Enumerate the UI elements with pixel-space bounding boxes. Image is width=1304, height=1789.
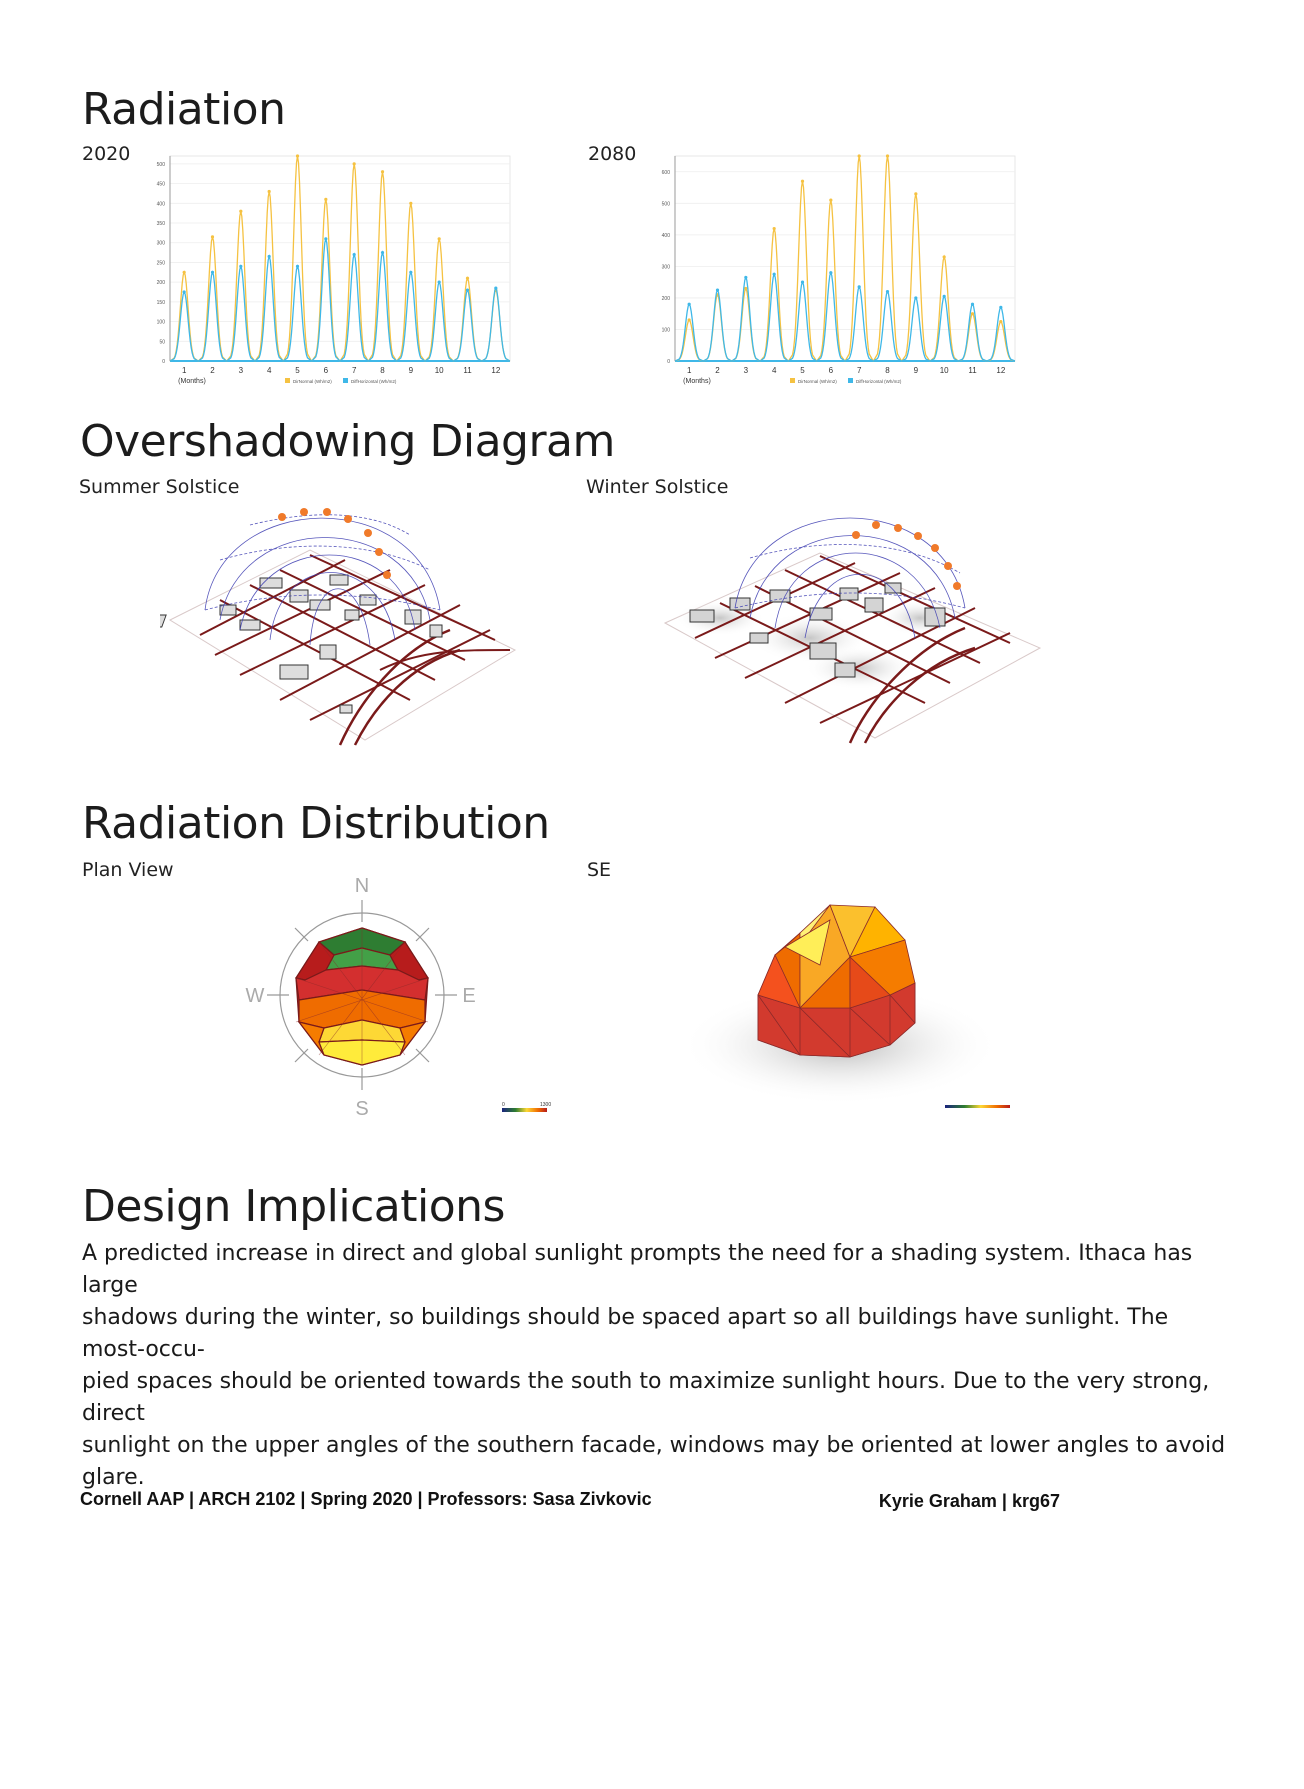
- radiation-dome-plan: [296, 928, 428, 1065]
- y-tick-label: 150: [156, 299, 165, 306]
- x-tick-label: 5: [800, 366, 805, 375]
- chart-2020-label: 2020: [82, 143, 131, 165]
- x-tick-label: 9: [913, 366, 919, 375]
- legend-label: DirNormal (Wh/m2): [293, 379, 332, 384]
- data-point: [773, 273, 776, 276]
- winter-solstice-diagram: [660, 498, 1045, 748]
- data-point: [494, 286, 497, 289]
- data-point: [971, 303, 974, 306]
- data-point: [438, 281, 441, 284]
- data-point: [296, 265, 299, 268]
- data-point: [801, 281, 804, 284]
- data-point: [324, 237, 327, 240]
- data-point: [999, 306, 1002, 309]
- x-tick-label: 1: [686, 366, 692, 375]
- data-point: [858, 154, 861, 157]
- data-point: [773, 227, 776, 230]
- data-point: [716, 288, 719, 291]
- y-tick-label: 100: [156, 319, 165, 326]
- y-tick-label: 100: [661, 327, 670, 334]
- data-point: [858, 285, 861, 288]
- data-point: [801, 180, 804, 183]
- x-tick-label: 1: [181, 366, 187, 375]
- x-axis-label: (Months): [683, 378, 711, 385]
- data-point: [943, 255, 946, 258]
- legend-label: DiffHorizontal (Wh/m2): [856, 379, 902, 384]
- data-point: [296, 154, 299, 157]
- y-tick-label: 400: [156, 201, 165, 208]
- x-tick-label: 10: [434, 366, 444, 375]
- data-point: [971, 312, 974, 315]
- data-point: [183, 290, 186, 293]
- compass-w: W: [245, 985, 265, 1007]
- se-view-label: SE: [587, 859, 612, 881]
- legend-swatch: [285, 378, 290, 383]
- implications-line-3: pied spaces should be oriented towards the south to maximize sunlight hours. Due to the very strong, direct: [82, 1369, 1210, 1426]
- implications-paragraph: [82, 1238, 1232, 1494]
- y-tick-label: 350: [156, 221, 165, 228]
- x-tick-label: 11: [463, 366, 472, 375]
- implications-line-2: shadows during the winter, so buildings should be spaced apart so all buildings have sunlight. The most-occu-: [82, 1305, 1169, 1362]
- x-tick-label: 6: [828, 366, 834, 375]
- x-tick-label: 7: [351, 366, 357, 375]
- implications-line-4: sunlight on the upper angles of the southern facade, windows may be oriented at lower angles to avoid glare.: [82, 1433, 1226, 1490]
- data-point: [239, 210, 242, 213]
- y-tick-label: 300: [156, 240, 165, 247]
- data-point: [211, 271, 214, 274]
- data-point: [268, 255, 271, 258]
- y-tick-label: 600: [661, 169, 670, 176]
- summer-solstice-diagram: [160, 500, 520, 750]
- x-tick-label: 12: [996, 366, 1006, 375]
- legend-max: 1300: [540, 1102, 552, 1108]
- y-tick-label: 450: [156, 181, 165, 188]
- data-point: [886, 154, 889, 157]
- winter-solstice-label: Winter Solstice: [586, 476, 729, 498]
- x-tick-label: 7: [856, 366, 862, 375]
- plan-legend: [502, 1102, 551, 1112]
- plan-view-label: Plan View: [82, 859, 174, 881]
- data-point: [943, 295, 946, 298]
- x-tick-label: 8: [380, 366, 385, 375]
- se-view-diagram: [680, 895, 1020, 1120]
- data-point: [438, 237, 441, 240]
- y-tick-label: 400: [661, 232, 670, 239]
- data-point: [466, 288, 469, 291]
- compass-s: S: [355, 1098, 369, 1120]
- data-point: [886, 290, 889, 293]
- x-tick-label: 6: [323, 366, 329, 375]
- x-axis-label: (Months): [178, 378, 206, 385]
- x-tick-label: 8: [885, 366, 890, 375]
- plan-view-diagram: [240, 870, 560, 1120]
- x-tick-label: 2: [210, 366, 215, 375]
- data-point: [381, 251, 384, 254]
- legend-label: DirNormal (Wh/m2): [798, 379, 837, 384]
- data-point: [688, 303, 691, 306]
- footer-author: Kyrie Graham | krg67: [878, 1491, 1060, 1511]
- data-point: [914, 296, 917, 299]
- legend-swatch: [848, 378, 853, 383]
- section-title-overshadowing: Overshadowing Diagram: [80, 416, 615, 467]
- data-point: [409, 202, 412, 205]
- radiation-dome-se: [758, 905, 915, 1057]
- x-tick-label: 4: [266, 366, 272, 375]
- y-tick-label: 250: [156, 260, 165, 267]
- y-tick-label: 200: [661, 295, 670, 302]
- plot-area: [170, 156, 510, 361]
- data-point: [211, 235, 214, 238]
- plot-area: [675, 156, 1015, 361]
- x-tick-label: 9: [408, 366, 414, 375]
- section-title-distribution: Radiation Distribution: [82, 798, 550, 849]
- y-tick-label: 50: [159, 339, 165, 346]
- data-point: [829, 199, 832, 202]
- y-tick-label: 0: [162, 359, 165, 365]
- data-point: [999, 320, 1002, 323]
- implications-line-1: A predicted increase in direct and global sunlight prompts the need for a shading system. Ithaca has large: [82, 1241, 1193, 1298]
- y-tick-label: 500: [661, 201, 670, 208]
- data-point: [409, 271, 412, 274]
- data-point: [239, 265, 242, 268]
- footer-course-info: Cornell AAP | ARCH 2102 | Spring 2020 | Professors: Sasa Zivkovic: [80, 1489, 652, 1509]
- data-point: [183, 271, 186, 274]
- data-point: [829, 271, 832, 274]
- data-point: [914, 192, 917, 195]
- x-tick-label: 10: [939, 366, 949, 375]
- x-tick-label: 5: [295, 366, 300, 375]
- chart-2080-label: 2080: [588, 143, 637, 165]
- data-point: [744, 287, 747, 290]
- data-point: [466, 277, 469, 280]
- radiation-chart-2080: [645, 148, 1025, 393]
- x-tick-label: 4: [771, 366, 777, 375]
- section-title-radiation: Radiation: [82, 84, 286, 135]
- compass-n: N: [354, 875, 370, 897]
- data-point: [744, 276, 747, 279]
- legend-label: DiffHorizontal (Wh/m2): [351, 379, 397, 384]
- y-tick-label: 0: [667, 359, 670, 365]
- legend-swatch: [343, 378, 348, 383]
- x-tick-label: 2: [715, 366, 720, 375]
- section-title-implications: Design Implications: [82, 1181, 505, 1232]
- radiation-chart-2020: [140, 148, 520, 393]
- data-point: [381, 170, 384, 173]
- y-tick-label: 300: [661, 264, 670, 271]
- y-tick-label: 500: [156, 161, 165, 168]
- x-tick-label: 3: [743, 366, 749, 375]
- data-point: [268, 190, 271, 193]
- data-point: [353, 162, 356, 165]
- data-point: [353, 253, 356, 256]
- compass-e: E: [462, 985, 476, 1007]
- legend-min: 0: [502, 1102, 505, 1108]
- data-point: [324, 198, 327, 201]
- data-point: [688, 318, 691, 321]
- summer-solstice-label: Summer Solstice: [79, 476, 240, 498]
- x-tick-label: 11: [968, 366, 977, 375]
- legend-swatch: [790, 378, 795, 383]
- y-tick-label: 200: [156, 280, 165, 287]
- x-tick-label: 3: [238, 366, 244, 375]
- x-tick-label: 12: [491, 366, 501, 375]
